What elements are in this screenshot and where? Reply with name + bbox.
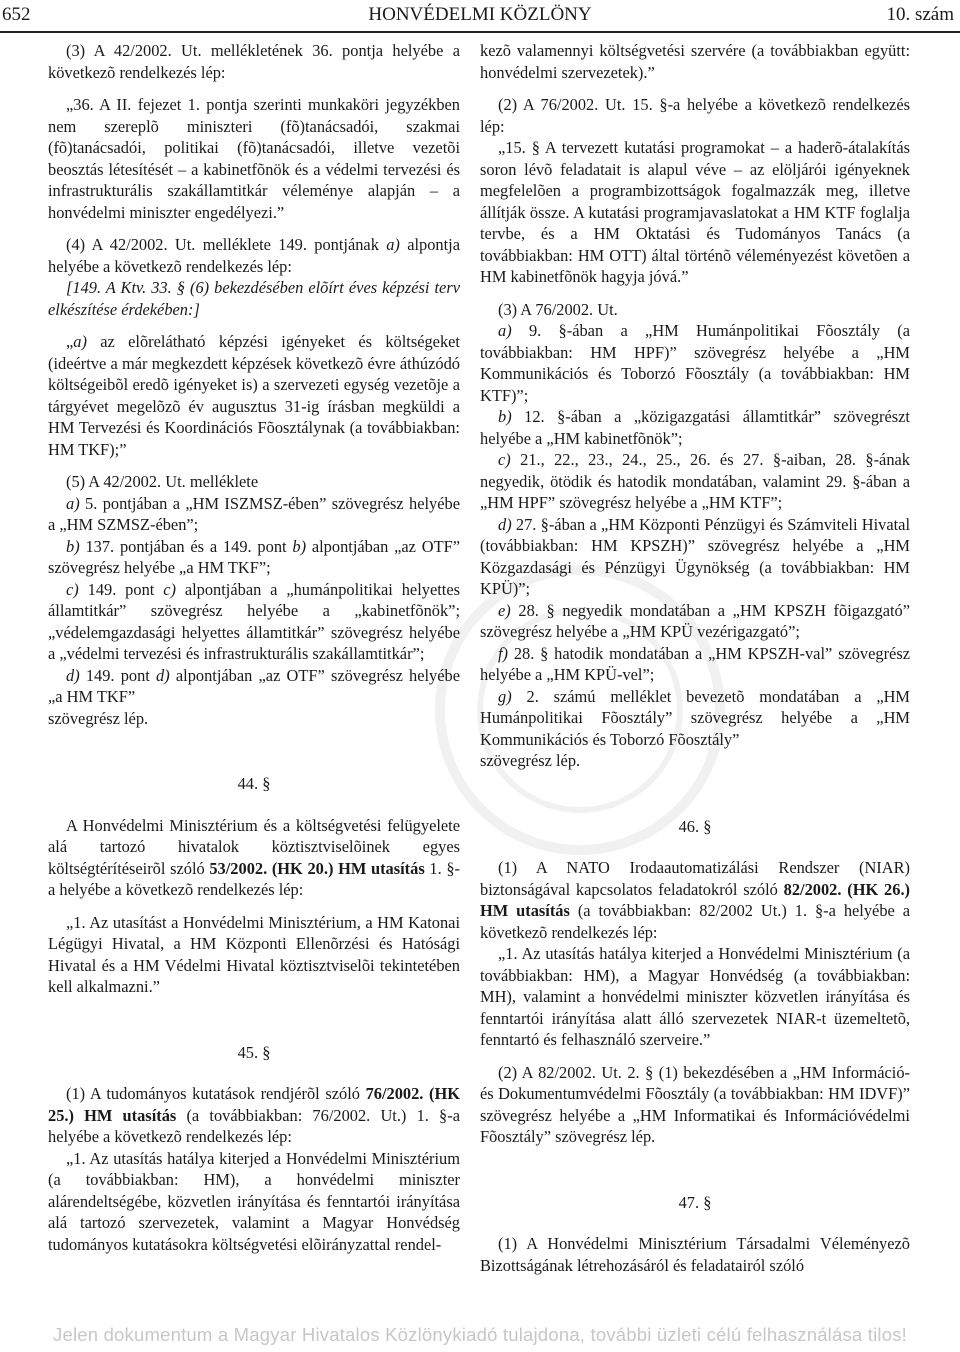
section-heading: 46. § [678,816,712,836]
list-item: c) 149. pont c) alpontjában a „humánpolitikai helyettes államtitkár” szövegrész helyébe a „kabinetfõnök”; „védelemgazdasági helyettes államtitkár” szövegrész helyébe a „védelmi tervezési és infrastrukturális szakállamtitkár”; [48,579,460,663]
paragraph: szövegrész lép. [480,751,581,770]
list-item: e) 28. § negyedik mondatában a „HM KPSZH fõigazgató” szövegrész helyébe a „HM KPÜ vezérigazgató”; [480,600,910,641]
page-number: 652 [2,4,31,25]
left-column [48,40,460,1255]
paragraph: „15. § A tervezett kutatási programokat – a haderõ-átalakítás soron lévõ feladatait is alapul véve – az elöljárói igényeknek megfelelõen a programbizottságok fogalmazzák meg, illetve állítják össze. A kutatási programjavaslatokat a HM KTF foglalja tervbe, és a HM Oktatási és Tudományos Tanács (a továbbiakban: HM OTT) által történõ véleményezést követõen a HM kabinetfõnök hagyja jóvá.” [480,138,910,286]
list-item: d) 149. pont d) alpontjában „az OTF” szövegrész helyébe „a HM TKF” [48,665,460,706]
paragraph: „36. A II. fejezet 1. pontja szerinti munkaköri jegyzékben nem szereplõ miniszteri (fõ)tanácsadói, szakmai (fõ)tanácsadói, politikai (fõ)tanácsadói, illetve vezetõi beosztás létesítését – a kabinetfõnök és a védelmi tervezési és infrastrukturális szakállamtitkár véleménye alapján – a honvédelmi miniszter engedélyezi.” [48,95,460,222]
paragraph: (3) A 76/2002. Ut. [498,299,618,319]
paragraph: (1) A tudományos kutatások rendjérõl szóló 76/2002. (HK 25.) HM utasítás (a továbbiakban: 76/2002. Ut.) 1. §-a helyébe a következõ rendelkezés lép: [48,1084,460,1146]
paragraph: (5) A 42/2002. Ut. melléklete [66,472,259,491]
paragraph: (2) A 76/2002. Ut. 15. §-a helyébe a következõ rendelkezés lép: [480,95,910,136]
list-item: a) 9. §-ában a „HM Humánpolitikai Fõosztály (a továbbiakban: HM HPF)” szövegrész helyébe a „HM Kommunikációs és Toborzó Fõosztály (a továbbiakban: HM KTF)”; [480,321,910,405]
issue-number: 10. szám [886,4,954,25]
right-column [480,40,910,1287]
page-footer [0,1322,960,1352]
header-rule [0,31,960,33]
copyright-notice: Jelen dokumentum a Magyar Hivatalos Közlönykiadó tulajdona, további üzleti célú felhasználása tilos! [53,1324,907,1345]
page-header [0,0,960,34]
paragraph: „1. Az utasítás hatálya kiterjed a Honvédelmi Minisztérium (a továbbiakban: HM), a Magyar Honvédség (a továbbiakban: MH), valamint a honvédelmi miniszter közvetlen irányítása és fenntartói irányítása alatt álló szervezetek NIAR-t üzemeltetõ, fenntartó és felhasználó szerveire.” [480,944,910,1049]
list-item: a) 5. pontjában a „HM ISZMSZ-ében” szövegrész helyébe a „HM SZMSZ-ében”; [48,493,460,534]
list-item: f) 28. § hatodik mondatában a „HM KPSZH-val” szövegrész helyébe a „HM KPÜ-vel”; [480,643,910,684]
list-item: d) 27. §-ában a „HM Központi Pénzügyi és Számviteli Hivatal (továbbiakban: HM KPSZH)” szövegrész helyébe a „HM Közgazdasági és Pénzügyi Ügynökség (a továbbiakban: HM KPÜ)”; [480,514,910,598]
journal-title: HONVÉDELMI KÖZLÖNY [368,4,592,25]
paragraph: kezõ valamennyi költségvetési szervére (a továbbiakban együtt: honvédelmi szervezetek).” [480,41,910,82]
list-item: b) 12. §-ában a „közigazgatási államtitkár” szövegrészt helyébe a „HM kabinetfõnök”; [480,407,910,448]
section-heading: 47. § [678,1192,712,1212]
list-item: c) 21., 22., 23., 24., 25., 26. és 27. §-aiban, 28. §-ának negyedik, ötödik és hatodik mondatában, valamint 29. §-ában a „HM HPF” szövegrész helyébe a „HM KTF”; [480,450,910,512]
list-item: b) 137. pontjában és a 149. pont b) alpontjában „az OTF” szövegrész helyébe „a HM TKF”; [48,536,460,577]
list-item: g) 2. számú melléklet bevezetõ mondatában a „HM Humánpolitikai Fõosztály” szövegrész helyébe a „HM Kommunikációs és Toborzó Fõosztály” [480,686,910,749]
paragraph: (3) A 42/2002. Ut. mellékletének 36. pontja helyébe a következõ rendelkezés lép: [48,41,460,82]
paragraph: (2) A 82/2002. Ut. 2. § (1) bekezdésében a „HM Információ- és Dokumentumvédelmi Fõosztály (a továbbiakban: HM IDVF)” szövegrész helyébe a „HM Informatikai és Információvédelmi Fõosztály” szövegrész lép. [480,1062,910,1146]
paragraph: (4) A 42/2002. Ut. melléklete 149. pontjának a) alpontja helyébe a következõ rendelkezés lép: [48,235,460,276]
section-heading: 44. § [237,774,271,793]
paragraph: A Honvédelmi Minisztérium és a költségvetési felügyelete alá tartozó hivatalok köztisztviselõinek egyes költségtérítéseirõl szóló 53/2002. (HK 20.) HM utasítás 1. §-a helyébe a következõ rendelkezés lép: [48,815,460,899]
section-heading: 45. § [237,1042,271,1062]
paragraph: szövegrész lép. [48,708,149,728]
paragraph: „1. Az utasítás hatálya kiterjed a Honvédelmi Minisztérium (a továbbiakban: HM), a honvédelmi miniszter alárendeltségébe, közvetlen irányítása és fenntartói irányítása alá tartozó szervezetek, valamint a Magyar Honvédség tudományos kutatásokra költségvetési elõirányzattal rendel- [48,1148,460,1254]
paragraph: „1. Az utasítást a Honvédelmi Minisztérium, a HM Katonai Légügyi Hivatal, a HM Központi Ellenõrzési és Hatósági Hivatal és a HM Védelmi Hivatal köztisztviselõi tekintetében kell alkalmazni.” [48,912,460,996]
paragraph: „a) az elõrelátható képzési igényeket és költségeket (ideértve a már megkezdett képzések következõ évre áthúzódó költségeibõl eredõ igényeket is) a szervezeti egység vezetõje a tárgyévet megelõzõ év augusztus 31-ig írásban megküldi a HM Tervezési és Koordinációs Fõosztálynak (a továbbiakban: HM TKF);” [48,332,460,459]
paragraph: [149. A Ktv. 33. § (6) bekezdésében elõírt éves képzési terv elkészítése érdekében:] [48,278,460,319]
paragraph: (1) A NATO Irodaautomatizálási Rendszer (NIAR) biztonságával kapcsolatos feladatokról szóló 82/2002. (HK 26.) HM utasítás (a továbbiakban: 82/2002 Ut.) 1. §-a helyébe a következõ rendelkezés lép: [480,858,910,942]
paragraph: (1) A Honvédelmi Minisztérium Társadalmi Véleményezõ Bizottságának létrehozásáról és feladatairól szóló [480,1234,910,1275]
